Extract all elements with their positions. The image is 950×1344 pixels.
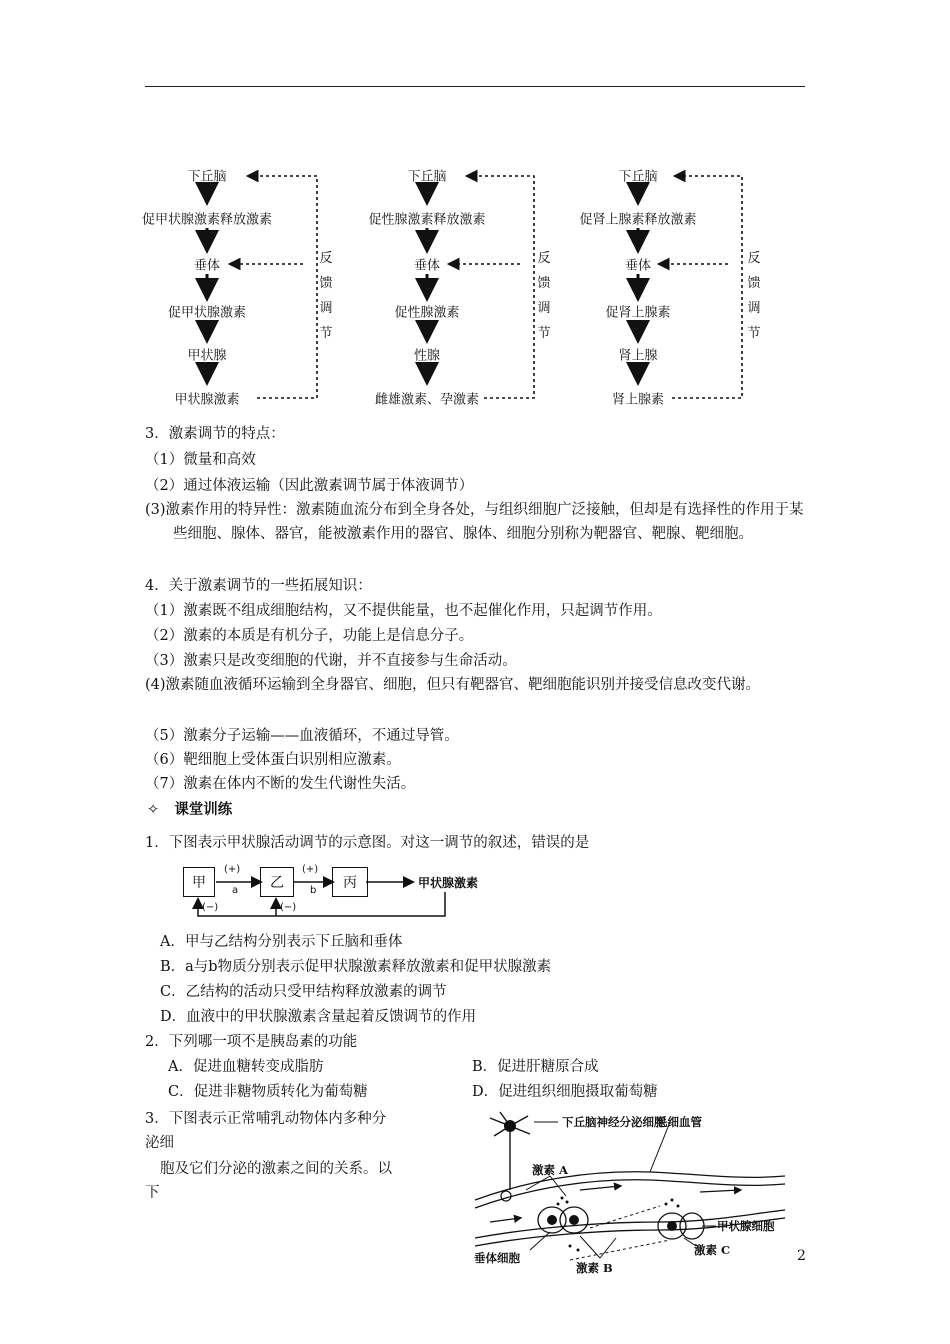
q1-label-a: a: [232, 885, 239, 896]
feedback-label: 反馈调节: [537, 251, 551, 341]
label-capillary: 毛细血管: [656, 1115, 702, 1129]
training-heading: ✧ 课堂训练: [147, 802, 233, 818]
q1-stem: 1．下图表示甲状腺活动调节的示意图。对这一调节的叙述，错误的是: [145, 835, 590, 851]
diagram-arrows: [145, 158, 345, 410]
q1-option-a: A．甲与乙结构分别表示下丘脑和垂体: [160, 934, 403, 950]
q1-label-b: b: [310, 885, 317, 896]
diagram-arrows: [576, 158, 776, 410]
section4-item: （1）激素既不组成细胞结构，又不提供能量，也不起催化作用，只起调节作用。: [145, 603, 662, 619]
feedback-label: 反馈调节: [319, 251, 333, 341]
q1-plus-b: (+): [302, 864, 319, 875]
section4-title: 4．关于激素调节的一些拓展知识：: [145, 578, 372, 594]
label-hormone-b: 激素 B: [576, 1261, 613, 1275]
section4-item: （5）激素分子运输——血液循环，不通过导管。: [145, 728, 459, 744]
diagram-node: 促甲状腺激素释放激素: [141, 212, 273, 228]
diagram-node: 雌雄激素、孕激素: [374, 392, 480, 408]
feedback-diagram-thyroid: [141, 158, 345, 410]
label-hormone-a: 激素 A: [532, 1163, 568, 1177]
diagram-node: 甲状腺激素: [174, 392, 240, 408]
diagram-node: 甲状腺: [187, 348, 227, 364]
diamond-icon: ✧: [147, 802, 160, 818]
diagram-node: 下丘脑: [187, 169, 227, 185]
q2-option-b: B．促进肝糖原合成: [472, 1059, 599, 1075]
diagram-node: 促性腺激素: [394, 305, 460, 321]
diagram-node: 垂体: [624, 258, 652, 274]
label-hormone-c: 激素 C: [694, 1243, 731, 1257]
diagram-node: 促肾上腺素: [605, 305, 671, 321]
q1-diagram: [180, 860, 480, 920]
section3-item: （2）通过体液运输（因此激素调节属于体液调节）: [145, 478, 474, 494]
section3-item: (3)激素作用的特异性：激素随血流分布到全身各处，与组织细胞广泛接触，但却是有选择性的作用于某些细胞、腺体、器官，能被激素作用的器官、腺体、细胞分别称为靶器官、靶腺、靶细胞。: [145, 502, 804, 542]
q2-option-a: A．促进血糖转变成脂肪: [168, 1059, 324, 1075]
label-hypothalamus-cell: 下丘脑神经分泌细胞: [562, 1115, 666, 1129]
section3-item: （1）微量和高效: [145, 452, 256, 468]
q3-figure: [470, 1110, 790, 1278]
section4-item: （6）靶细胞上受体蛋白识别相应激素。: [145, 752, 401, 768]
q1-box-yi: 乙: [260, 867, 294, 897]
label-pituitary-cell: 垂体细胞: [474, 1251, 520, 1265]
label-thyroid-cell: 甲状腺细胞: [717, 1219, 775, 1233]
q1-output: 甲状腺激素: [418, 876, 479, 890]
q3-text: 下: [145, 1185, 160, 1201]
q2-option-c: C．促进非糖物质转化为葡萄糖: [168, 1084, 368, 1100]
diagram-node: 下丘脑: [407, 169, 447, 185]
section3-title: 3．激素调节的特点：: [145, 426, 285, 442]
q3-text: 3．下图表示正常哺乳动物体内多种分: [145, 1111, 387, 1127]
diagram-node: 促甲状腺激素: [167, 305, 247, 321]
section4-item: （2）激素的本质是有机分子，功能上是信息分子。: [145, 628, 474, 644]
diagram-node: 下丘脑: [618, 169, 658, 185]
q1-option-b: B．a与b物质分别表示促甲状腺激素释放激素和促甲状腺激素: [160, 959, 552, 975]
feedback-diagram-gonad: [360, 158, 570, 410]
section4-item: （7）激素在体内不断的发生代谢性失活。: [145, 776, 416, 792]
diagram-node: 垂体: [413, 258, 441, 274]
diagram-node: 肾上腺: [618, 348, 658, 364]
feedback-label: 反馈调节: [747, 251, 761, 341]
q1-plus-a: (+): [224, 864, 241, 875]
diagram-node: 肾上腺素: [611, 392, 665, 408]
q3-text: 泌细: [145, 1135, 174, 1151]
q2-stem: 2．下列哪一项不是胰岛素的功能: [145, 1034, 358, 1050]
page-number: 2: [797, 1248, 806, 1264]
diagram-node: 性腺: [413, 348, 441, 364]
diagram-node: 垂体: [193, 258, 221, 274]
header-rule: [145, 86, 805, 87]
diagram-node: 促肾上腺素释放激素: [579, 212, 697, 228]
section4-item: （3）激素只是改变细胞的代谢，并不直接参与生命活动。: [145, 653, 517, 669]
q1-option-c: C．乙结构的活动只受甲结构释放激素的调节: [160, 984, 447, 1000]
diagram-node: 促性腺激素释放激素: [368, 212, 486, 228]
q1-minus-2: (−): [280, 902, 297, 913]
q1-option-d: D．血液中的甲状腺激素含量起着反馈调节的作用: [160, 1009, 477, 1025]
feedback-diagram-adrenal: [576, 158, 776, 410]
q1-minus-1: (−): [202, 902, 219, 913]
section4-item: (4)激素随血液循环运输到全身器官、细胞，但只有靶器官、靶细胞能识别并接受信息改变代谢。: [145, 677, 761, 693]
q1-box-bing: 丙: [332, 867, 368, 897]
q2-option-d: D．促进组织细胞摄取葡萄糖: [472, 1084, 658, 1100]
q1-box-jia: 甲: [183, 867, 215, 897]
q3-text: 胞及它们分泌的激素之间的关系。以: [160, 1161, 392, 1177]
